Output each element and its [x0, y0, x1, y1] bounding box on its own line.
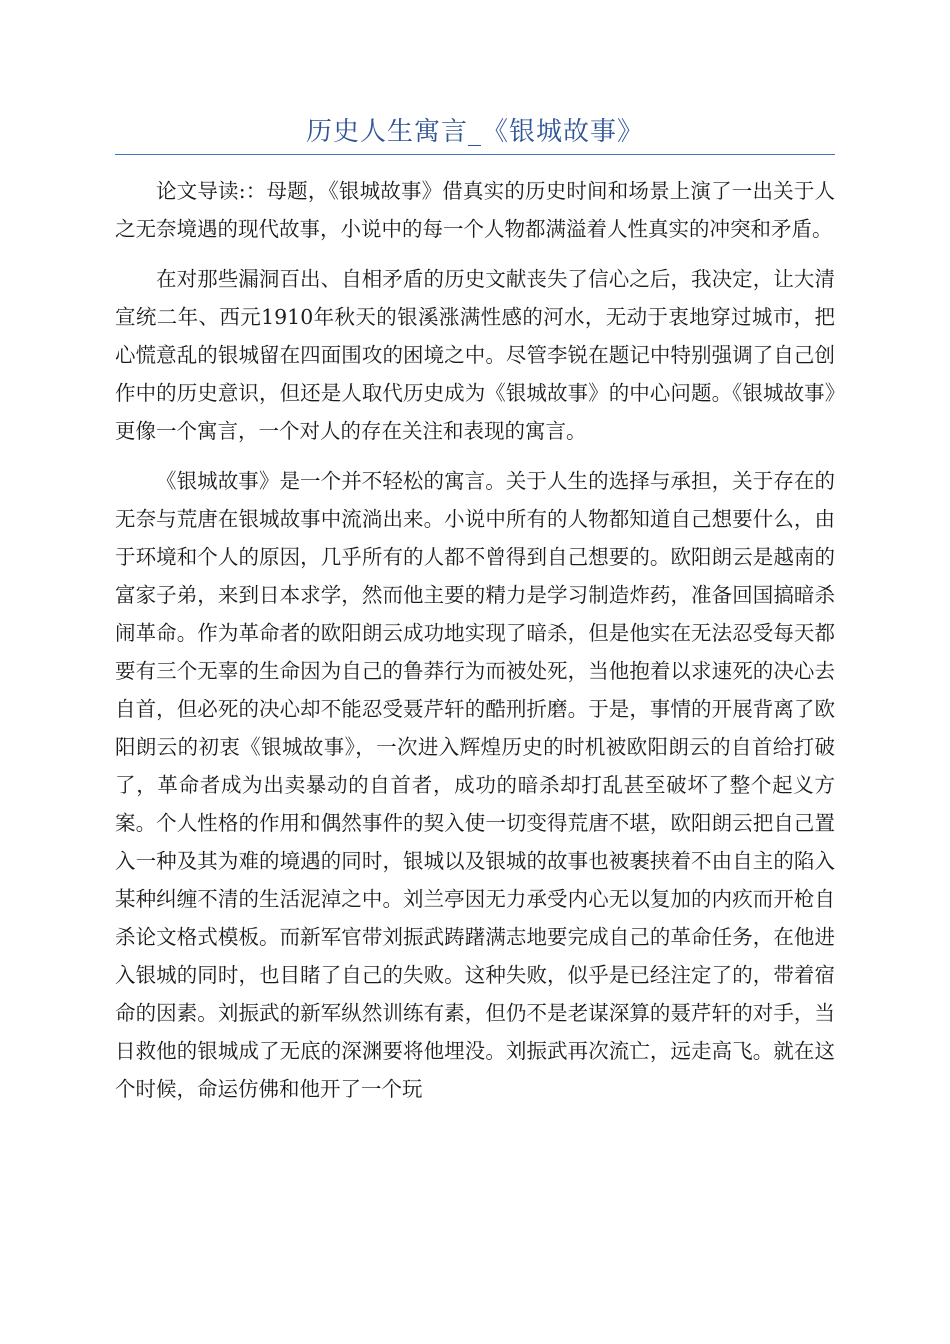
page-title: 历史人生寓言_《银城故事》	[305, 117, 644, 147]
title-underline	[115, 154, 835, 155]
paragraph-abstract: 论文导读:：母题，《银城故事》借真实的历史时间和场景上演了一出关于人之无奈境遇的现代故事，小说中的每一个人物都满溢着人性真实的冲突和矛盾。	[115, 179, 835, 241]
paragraph-analysis: 《银城故事》是一个并不轻松的寓言。关于人生的选择与承担，关于存在的无奈与荒唐在银城故事中流淌出来。小说中所有的人物都知道自己想要什么，由于环境和个人的原因，几乎所有的人都不曾得到自己想要的。欧阳朗云是越南的富家子弟，来到日本求学，然而他主要的精力是学习制造炸药，准备回国搞暗杀闹革命。作为革命者的欧阳朗云成功地实现了暗杀，但是他实在无法忍受每天都要有三个无辜的生命因为自己的鲁莽行为而被处死，当他抱着以求速死的决心去自首，但必死的决心却不能忍受聂芹轩的酷刑折磨。于是，事情的开展背离了欧阳朗云的初衷《银城故事》，一次进入辉煌历史的时机被欧阳朗云的自首给打破了，革命者成为出卖暴动的自首者，成功的暗杀却打乱甚至破坏了整个起义方案。个人性格的作用和偶然事件的契入使一切变得荒唐不堪，欧阳朗云把自己置入一种及其为难的境遇的同时，银城以及银城的故事也被裹挟着不由自主的陷入某种纠缠不清的生活泥淖之中。刘兰亭因无力承受内心无以复加的内疚而开枪自杀论文格式模板。而新军官带刘振武踌躇满志地要完成自己的革命任务，在他进入银城的同时，也目睹了自己的失败。这种失败，似乎是已经注定了的，带着宿命的因素。刘振武的新军纵然训练有素，但仍不是老谋深算的聂芹轩的对手，当日救他的银城成了无底的深渊要将他埋没。刘振武再次流亡，远走高飞。就在这个时候，命运仿佛和他开了一个玩	[115, 469, 835, 1101]
document-body	[115, 172, 835, 1120]
paragraph-intro: 在对那些漏洞百出、自相矛盾的历史文献丧失了信心之后，我决定，让大清宣统二年、西元1910年秋天的银溪涨满性感的河水，无动于衷地穿过城市，把心慌意乱的银城留在四面围攻的困境之中。尽管李锐在题记中特别强调了自己创作中的历史意识，但还是人取代历史成为《银城故事》的中心问题。《银城故事》更像一个寓言，一个对人的存在关注和表现的寓言。	[115, 267, 835, 443]
